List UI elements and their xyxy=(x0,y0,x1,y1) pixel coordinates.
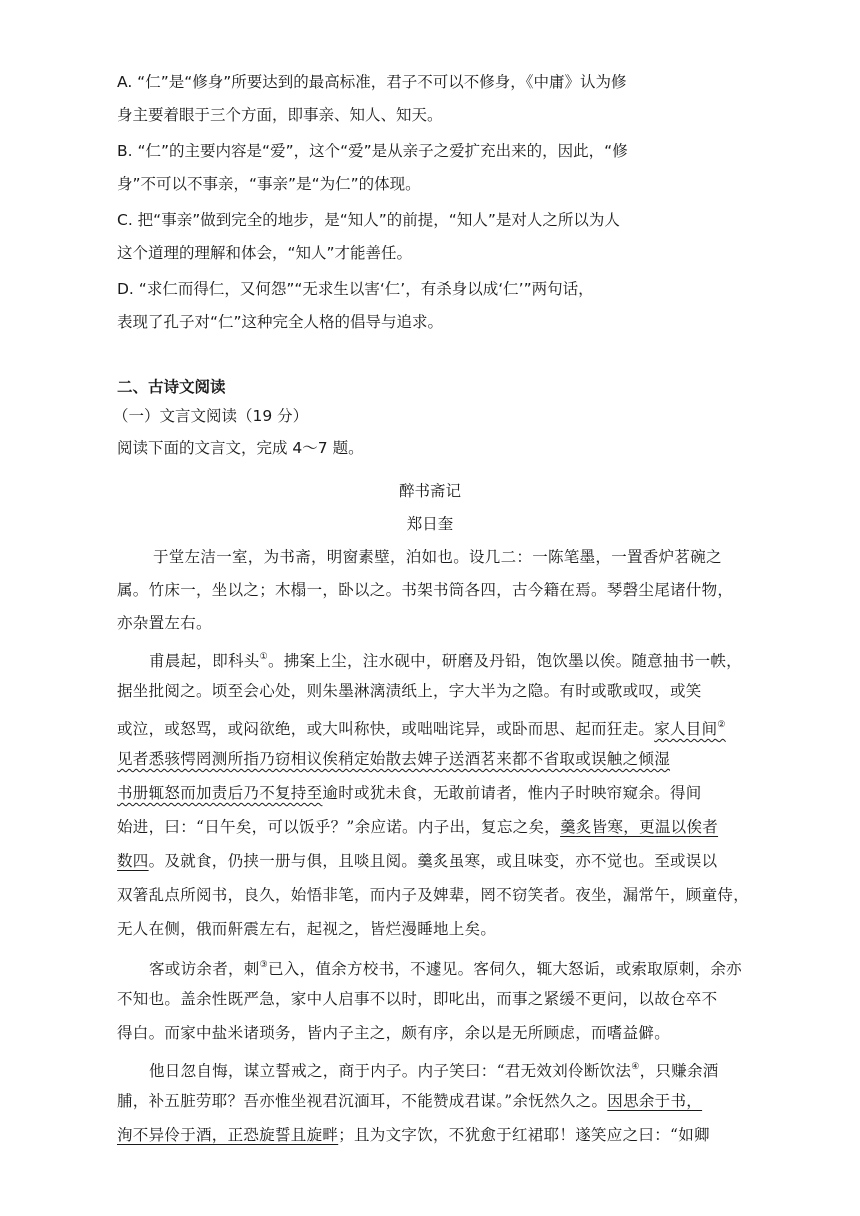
p4-line-1-text-a: 他日忽自悔，谋立誓戒之，商于内子。内子笑曰：“君无效刘伶断饮法 xyxy=(149,1062,632,1080)
p4-line-2-underline: 因思余于书， xyxy=(607,1092,703,1110)
article-title: 醉书斋记 xyxy=(398,482,461,500)
footnote-marker-4: ④ xyxy=(631,1062,640,1072)
option-c-line-2: 这个道理的理解和体会，“知人”才能善任。 xyxy=(117,244,413,262)
p2-line-5-wavy: 书册辄怒而加责后乃不复持至 xyxy=(117,784,323,802)
p4-line-1 xyxy=(149,1057,719,1081)
p2-line-9: 无人在侧，俄而鼾震左右，起视之，皆烂漫睡地上矣。 xyxy=(117,920,497,938)
section-heading: 二、古诗文阅读 xyxy=(117,378,226,396)
p3-line-1-text-b: 已入，值余方校书，不遽见。客伺久，辄大怒诟，或索取原刺，余亦 xyxy=(267,960,742,978)
p2-line-2: 据坐批阅之。顷至会心处，则朱墨淋漓渍纸上，字大半为之隐。有时或歌或叹，或笑 xyxy=(117,682,702,700)
p2-line-6-underline: 羹炙皆寒，更温以俟者 xyxy=(560,818,719,836)
p2-line-1 xyxy=(149,647,742,671)
option-c-line-1: C. 把“事亲”做到完全的地步，是“知人”的前提，“知人”是对人之所以为人 xyxy=(117,211,620,229)
p3-line-2: 不知也。盖余性既严急，家中人启事不以时，即叱出，而事之紧缓不更问，以故仓卒不 xyxy=(117,990,718,1008)
p2-line-3-wavy xyxy=(654,720,726,738)
p4-line-2 xyxy=(117,1091,702,1111)
p3-line-3: 得白。而家中盐米诸琐务，皆内子主之，颇有序，余以是无所顾虑，而嗜益僻。 xyxy=(117,1024,671,1042)
p2-line-3-wavy-text: 家人目间 xyxy=(654,720,718,738)
p1-line-1: 于堂左洁一室，为书斋，明窗素壁，泊如也。设几二：一陈笔墨，一置香炉茗碗之 xyxy=(153,548,722,566)
option-b-line-1: B. “仁”的主要内容是“爱”，这个“爱”是从亲子之爱扩充出来的，因此，“修 xyxy=(117,142,628,160)
p2-line-7 xyxy=(117,851,717,871)
p2-line-7-underline: 数四 xyxy=(117,852,149,870)
p3-line-1 xyxy=(149,955,742,979)
footnote-marker-3: ③ xyxy=(259,960,268,970)
p2-line-6-text: 始进，曰：“日午矣，可以饭乎？”余应诺。内子出，复忘之矣， xyxy=(117,818,561,836)
p4-line-2-text: 脯，补五脏劳耶？吾亦惟坐视君沉湎耳，不能赞成君谋。”余怃然久之。 xyxy=(117,1092,608,1110)
sub-heading: （一）文言文阅读（19 分） xyxy=(113,407,309,425)
p2-line-7-text: 。及就食，仍挟一册与俱，且啖且阅。羹炙虽寒，或且味变，亦不觉也。至或误以 xyxy=(148,852,718,870)
p2-line-1-text-a: 甫晨起，即科头 xyxy=(149,652,260,670)
p2-line-3 xyxy=(117,715,726,739)
p2-line-8: 双箸乱点所阅书，良久，始悟非笔，而内子及婢辈，罔不窃笑者。夜坐，漏常午，顾童侍， xyxy=(117,886,750,904)
p2-line-5-text: 逾时或犹未食，无敢前请者，惟内子时映帘窥余。得间 xyxy=(322,784,702,802)
p4-line-3-text: ；且为文字饮，不犹愈于红裙耶！遂笑应之曰：“如卿 xyxy=(338,1126,710,1144)
footnote-marker-1: ① xyxy=(259,652,268,662)
p2-line-1-text-b: 。拂案上尘，注水砚中，研磨及丹铅，饱饮墨以俟。随意抽书一帙， xyxy=(267,652,742,670)
p1-line-3: 亦杂置左右。 xyxy=(117,614,212,632)
instruction: 阅读下面的文言文，完成 4～7 题。 xyxy=(117,439,364,457)
p3-line-1-text-a: 客或访余者，刺 xyxy=(149,960,260,978)
p2-line-5 xyxy=(117,783,702,803)
option-a-line-1: A. “仁”是“修身”所要达到的最高标准，君子不可以不修身，《中庸》认为修 xyxy=(117,73,627,91)
option-d-line-2: 表现了孔子对“仁”这种完全人格的倡导与追求。 xyxy=(117,313,444,331)
p1-line-2: 属。竹床一，坐以之；木榻一，卧以之。书架书筒各四，古今籍在焉。琴磬尘尾诸什物， xyxy=(117,581,734,599)
option-a-line-2: 身主要着眼于三个方面，即事亲、知人、知天。 xyxy=(117,106,443,124)
p4-line-3 xyxy=(117,1125,710,1145)
p2-line-4-wavy: 见者悉骇愕罔测所指乃窃相议俟稍定始散去婢子送酒茗来都不省取或误触之倾湿 xyxy=(117,750,671,768)
footnote-marker-2: ② xyxy=(717,720,726,730)
p4-line-1-text-b: ，只赚余酒 xyxy=(639,1062,719,1080)
option-d-line-1: D. “求仁而得仁，又何怨”“无求生以害‘仁’，有杀身以成‘仁’”两句话， xyxy=(117,280,594,298)
p2-line-6 xyxy=(117,817,718,837)
article-author: 郑日奎 xyxy=(406,515,454,533)
p2-line-3-text: 或泣，或怒骂，或闷欲绝，或大叫称快，或咄咄诧异，或卧而思、起而狂走。 xyxy=(117,720,655,738)
option-b-line-2: 身”不可以不事亲，“事亲”是“为仁”的体现。 xyxy=(117,175,421,193)
p4-line-3-underline: 洵不异伶于酒，正恐旋誓且旋畔 xyxy=(117,1126,339,1144)
